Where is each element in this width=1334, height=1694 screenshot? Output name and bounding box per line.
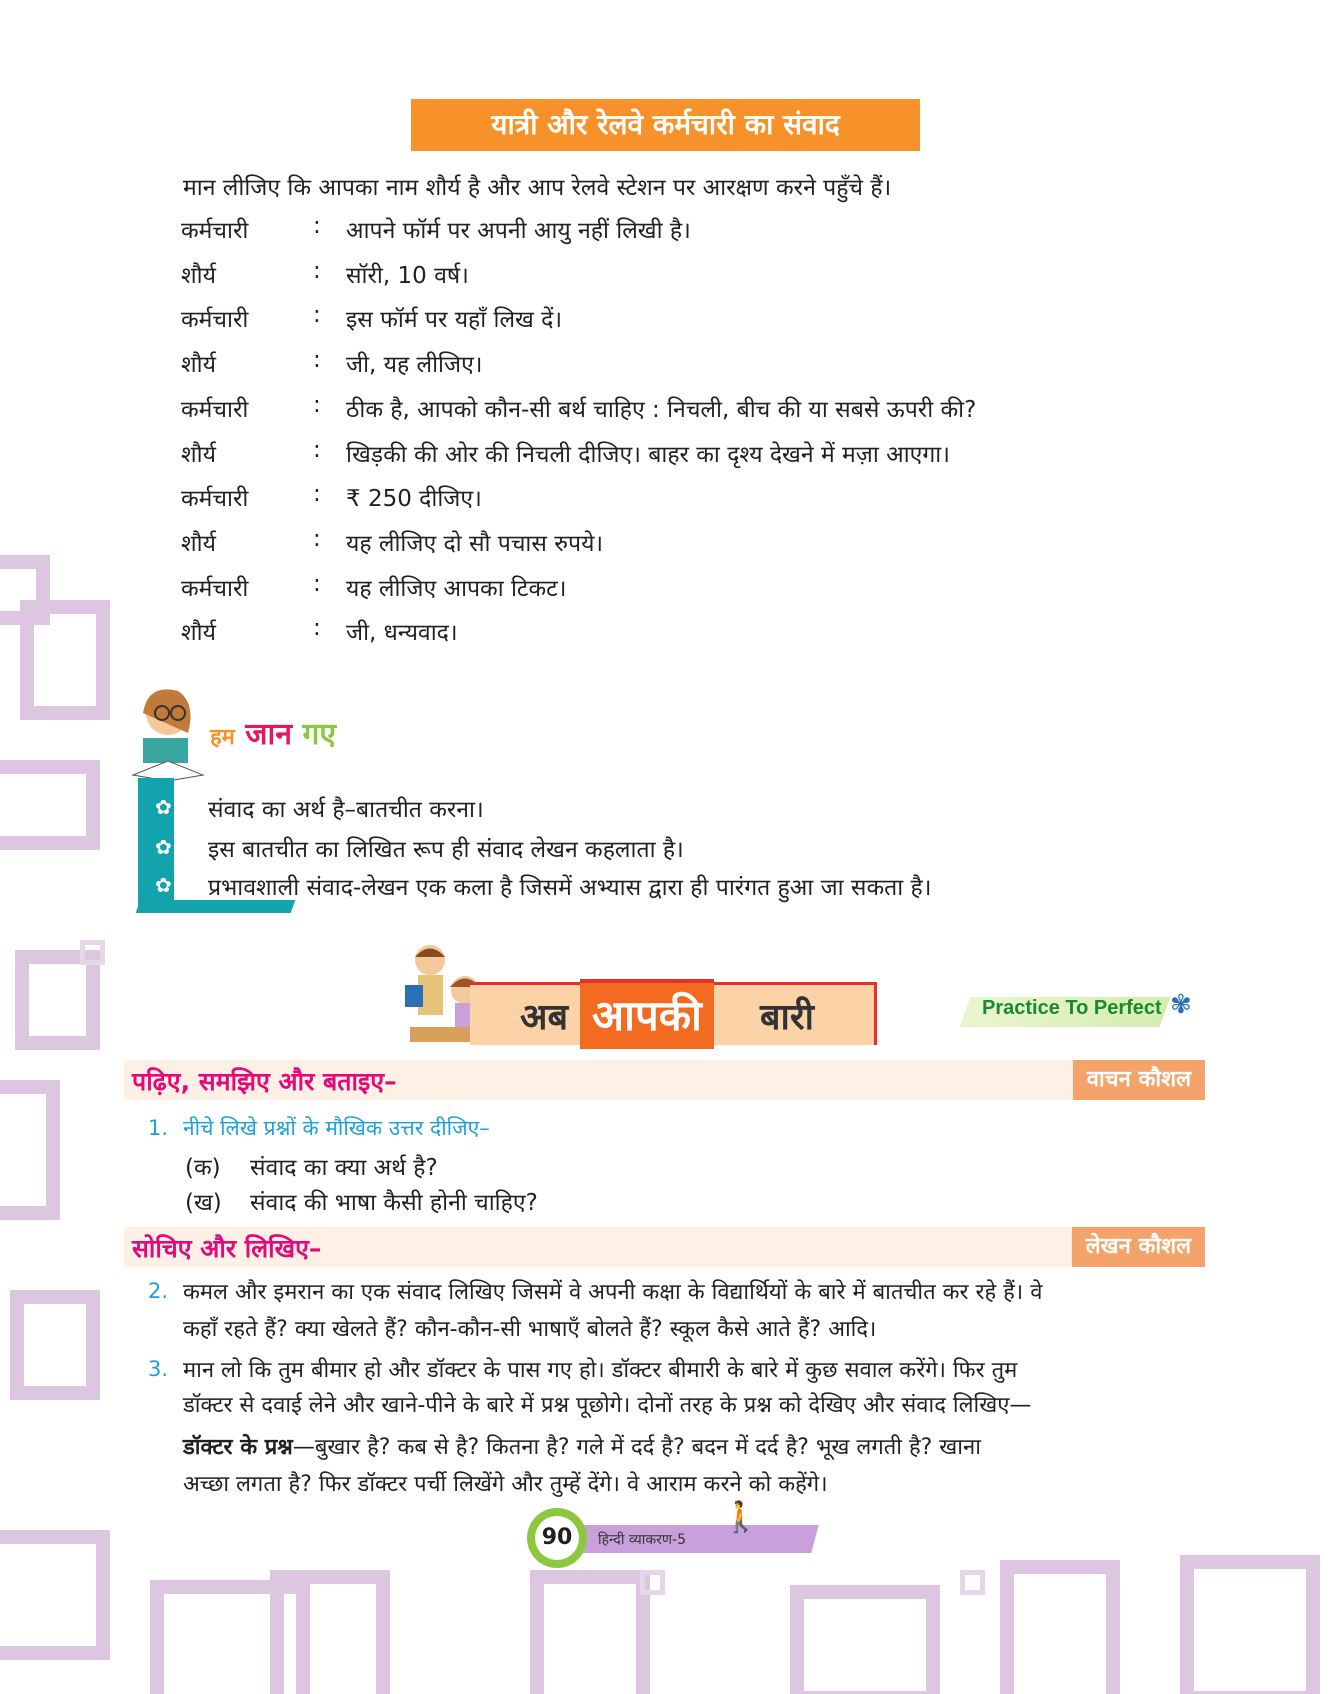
learned-heading	[210, 712, 336, 753]
sub-question: संवाद की भाषा कैसी होनी चाहिए?	[250, 1190, 538, 1216]
skill-badge: वाचन कौशल	[1073, 1060, 1205, 1100]
dialogue-text: ठीक है, आपको कौन-सी बर्थ चाहिए : निचली, बीच की या सबसे ऊपरी की?	[346, 396, 977, 423]
colon: :	[313, 347, 321, 374]
dialogue-text: यह लीजिए आपका टिकट।	[346, 575, 567, 602]
decor-square	[640, 1570, 665, 1595]
decor-square	[270, 1570, 390, 1694]
dialogue-text: जी, यह लीजिए।	[346, 352, 483, 379]
flower-bullet-icon: ✿	[155, 873, 172, 897]
speaker-name: कर्मचारी	[181, 575, 249, 602]
colon: :	[313, 257, 321, 284]
decor-square	[0, 1080, 60, 1220]
speaker-name: कर्मचारी	[181, 307, 249, 334]
doctor-text: —बुखार है? कब से है? कितना है? गले में दर्द है? बदन में दर्द है? भूख लगती है? खाना	[292, 1435, 981, 1460]
heading-word: जान	[245, 717, 292, 752]
question-number: 3.	[148, 1357, 169, 1381]
speaker-name: कर्मचारी	[181, 396, 249, 423]
book-title: हिन्दी व्याकरण-5	[598, 1532, 686, 1548]
colon: :	[313, 391, 321, 418]
colon: :	[313, 570, 321, 597]
decor-square	[1000, 1560, 1120, 1694]
question-text: डॉक्टर से दवाई लेने और खाने-पीने के बारे में प्रश्न पूछोगे। दोनों तरह के प्रश्न को देखिए और संवाद लिखिए—	[183, 1393, 1032, 1418]
decor-square	[20, 600, 110, 720]
dialogue-text: यह लीजिए दो सौ पचास रुपये।	[346, 530, 604, 557]
colon: :	[313, 436, 321, 463]
learned-point: संवाद का अर्थ है–बातचीत करना।	[208, 797, 484, 823]
speaker-name: शौर्य	[181, 530, 216, 557]
speaker-name: शौर्य	[181, 441, 216, 468]
speaker-name: शौर्य	[181, 620, 216, 647]
question-text: कमल और इमरान का एक संवाद लिखिए जिसमें वे अपनी कक्षा के विद्यार्थियों के बारे में बातचीत कर रहे हैं। वे	[183, 1280, 1043, 1305]
decor-square	[15, 950, 100, 1050]
intro-text: मान लीजिए कि आपका नाम शौर्य है और आप रेलवे स्टेशन पर आरक्षण करने पहुँचे हैं।	[183, 175, 892, 201]
decor-square	[790, 1585, 940, 1694]
sub-label: (क)	[185, 1155, 221, 1181]
decor-square	[1180, 1555, 1320, 1694]
colon: :	[313, 525, 321, 552]
heading-word: हम	[210, 725, 235, 750]
colon: :	[313, 481, 321, 508]
dialogue-text: इस फॉर्म पर यहाँ लिख दें।	[346, 307, 563, 334]
question-text: कहाँ रहते हैं? क्या खेलते हैं? कौन-कौन-सी भाषाएँ बोलते हैं? स्कूल कैसे आते हैं? आदि।	[183, 1317, 877, 1342]
section-bar-reading	[124, 1060, 1205, 1100]
doctor-questions	[183, 1431, 981, 1461]
sub-label: (ख)	[185, 1190, 222, 1216]
speaker-name: कर्मचारी	[181, 486, 249, 513]
question-number: 1.	[148, 1116, 169, 1140]
question-number: 2.	[148, 1279, 169, 1303]
dialogue-text: आपने फॉर्म पर अपनी आयु नहीं लिखी है।	[346, 218, 691, 244]
dialogue-text: जी, धन्यवाद।	[346, 620, 458, 647]
question-text: नीचे लिखे प्रश्नों के मौखिक उत्तर दीजिए–	[183, 1116, 490, 1140]
heading-word: गए	[302, 717, 336, 752]
section-title: पढ़िए, समझिए और बताइए–	[132, 1067, 397, 1096]
learned-point: इस बातचीत का लिखित रूप ही संवाद लेखन कहलाता है।	[208, 837, 684, 863]
girl-reading-illustration	[128, 683, 208, 783]
colon: :	[313, 615, 321, 642]
learned-point: प्रभावशाली संवाद-लेखन एक कला है जिसमें अभ्यास द्वारा ही पारंगत हुआ जा सकता है।	[208, 875, 932, 901]
section-bar-writing	[124, 1227, 1205, 1267]
decor-square	[530, 1570, 650, 1694]
question-text: मान लो कि तुम बीमार हो और डॉक्टर के पास गए हो। डॉक्टर बीमारी के बारे में कुछ सवाल करेंगे। फिर तुम	[183, 1358, 1018, 1383]
speaker-name: कर्मचारी	[181, 218, 249, 244]
dialogue-text: खिड़की की ओर की निचली दीजिए। बाहर का दृश्य देखने में मज़ा आएगा।	[346, 441, 950, 468]
walking-boy-icon: 🚶	[722, 1500, 760, 1535]
dialogue-text: सॉरी, 10 वर्ष।	[346, 262, 469, 289]
practice-label: Practice To Perfect	[982, 997, 1162, 1019]
dialogue-text: ₹ 250 दीजिए।	[346, 486, 482, 513]
flower-bullet-icon: ✿	[155, 795, 172, 819]
colon: :	[313, 213, 321, 239]
decor-square	[960, 1570, 985, 1595]
skill-badge: लेखन कौशल	[1072, 1227, 1205, 1267]
page-number: 90	[535, 1516, 579, 1560]
doctor-text: अच्छा लगता है? फिर डॉक्टर पर्ची लिखेंगे और तुम्हें देंगे। वे आराम करने को कहेंगे।	[183, 1472, 828, 1497]
flower-icon: ✾	[1170, 990, 1192, 1020]
banner-word: बारी	[760, 997, 814, 1038]
speaker-name: शौर्य	[181, 352, 216, 379]
decor-square	[80, 940, 105, 965]
sub-question: संवाद का क्या अर्थ है?	[250, 1155, 438, 1181]
decor-square	[0, 1530, 110, 1660]
your-turn-banner	[470, 982, 877, 1045]
decor-square	[0, 760, 100, 850]
doctor-label: डॉक्टर के प्रश्न	[183, 1435, 293, 1460]
banner-word: अब	[520, 997, 569, 1038]
page-title: यात्री और रेलवे कर्मचारी का संवाद	[411, 99, 920, 151]
flower-bullet-icon: ✿	[155, 835, 172, 859]
decor-square	[10, 1290, 100, 1400]
section-title: सोचिए और लिखिए–	[132, 1234, 322, 1263]
banner-word: आपकी	[580, 979, 714, 1049]
speaker-name: शौर्य	[181, 262, 216, 289]
colon: :	[313, 302, 321, 329]
